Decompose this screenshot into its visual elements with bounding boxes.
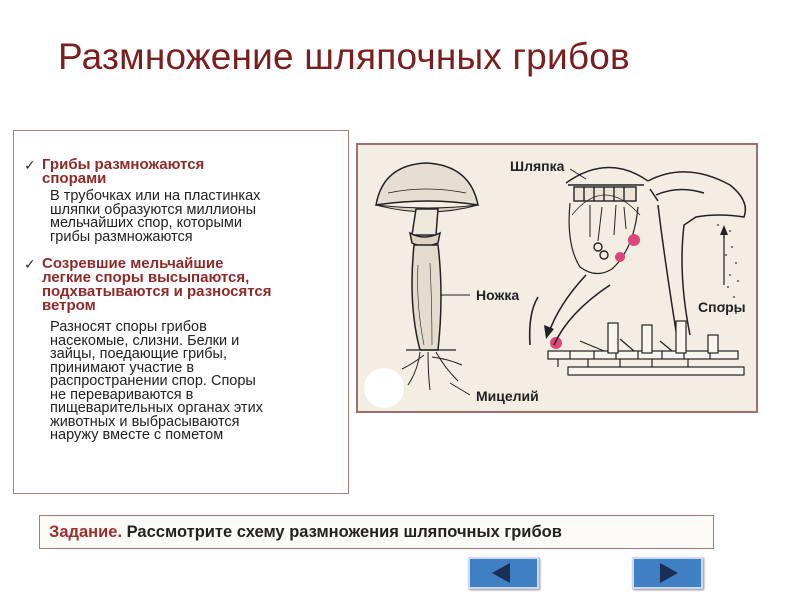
paragraph-line: пищеварительных органах этих: [50, 400, 263, 416]
checkmark-icon: ✓: [24, 157, 36, 173]
label-cap: Шляпка: [510, 158, 565, 174]
page-title: Размножение шляпочных грибов: [58, 36, 630, 77]
paragraph-1: [50, 190, 260, 244]
paragraph-line: принимают участие в: [50, 359, 195, 376]
arrow-left-icon: [470, 559, 537, 587]
bullet-spores: [24, 158, 262, 186]
cap-section: [566, 167, 648, 273]
paragraph-line: В трубочках или на пластинках: [50, 188, 261, 204]
task-box: [39, 515, 714, 549]
paragraph-line: наружу вместе с пометом: [50, 427, 224, 443]
checkmark-icon: ✓: [24, 256, 36, 272]
arrow-right-icon: [634, 559, 701, 587]
spore-dots: [550, 234, 640, 349]
paragraph-line: распространении спор. Споры: [50, 373, 256, 389]
bullet-text: Созревшие мельчайшие легкие споры высыпаются, подхватываются и разносятся ветром: [42, 255, 272, 314]
label-mycelium: Мицелий: [476, 388, 539, 404]
mycelium-network: [548, 321, 744, 375]
mushroom-figure: [376, 163, 478, 390]
spread-arrow: [548, 275, 586, 335]
task-lead: Задание.: [49, 523, 123, 541]
paragraph-2: [50, 321, 263, 443]
next-button[interactable]: [632, 557, 703, 589]
mushroom-diagram: [356, 143, 758, 413]
task-text: Рассмотрите схему размножения шляпочных грибов: [126, 523, 562, 541]
paragraph-line: Разносят споры грибов: [50, 319, 207, 335]
paragraph-line: шляпки образуются миллионы: [50, 201, 257, 218]
paragraph-line: животных и выбрасываются: [50, 413, 240, 430]
text-box: [13, 130, 349, 494]
arrow-head-icon: [720, 225, 728, 235]
paragraph-line: насекомые, слизни. Белки и: [50, 332, 240, 349]
paragraph-line: грибы размножаются: [50, 228, 193, 245]
spread-arrow-2: [530, 297, 538, 345]
paragraph-line: мельчайших спор, которыми: [50, 215, 242, 231]
paragraph-line: не перевариваются в: [50, 386, 194, 403]
white-circle: [364, 368, 404, 408]
label-spores: Споры: [698, 299, 746, 315]
bullet-text: Грибы размножаются спорами: [42, 156, 205, 187]
prev-button[interactable]: [468, 557, 539, 589]
label-stem: Ножка: [476, 287, 520, 303]
paragraph-line: зайцы, поедающие грибы,: [50, 346, 227, 362]
bullet-wind: [24, 257, 342, 313]
arrow-head-icon: [544, 325, 554, 339]
mushroom-illustration: [358, 145, 756, 411]
